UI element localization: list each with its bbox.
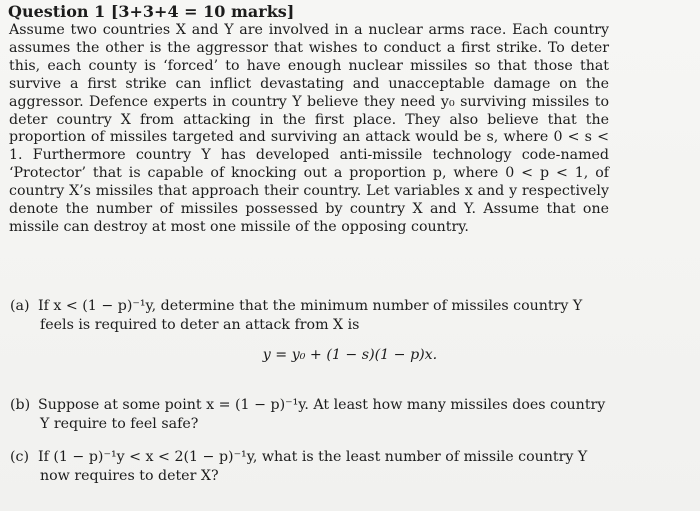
marks-allocation: [3+3+4 = 10 marks]: [110, 2, 295, 21]
part-b-line2: Y require to feel safe?: [40, 416, 199, 432]
part-a-equation: y = y₀ + (1 − s)(1 − p)x.: [262, 347, 438, 363]
part-a-label: (a): [10, 298, 30, 314]
part-c-line1: If (1 − p)⁻¹y < x < 2(1 − p)⁻¹y, what is the least number of missile country Y: [38, 449, 588, 465]
part-c-label: (c): [10, 449, 30, 465]
part-b-line1: Suppose at some point x = (1 − p)⁻¹y. At least how many missiles does country: [38, 397, 606, 413]
part-b: [10, 396, 610, 434]
part-c-line2: now requires to deter X?: [40, 468, 219, 484]
part-c: [10, 448, 610, 486]
part-b-label: (b): [10, 397, 31, 413]
part-a: [10, 297, 610, 335]
question-heading: [8, 2, 294, 22]
part-a-line1: If x < (1 − p)⁻¹y, determine that the minimum number of missiles country Y: [38, 298, 583, 314]
part-a-line2: feels is required to deter an attack from X is: [40, 317, 360, 333]
intro-paragraph: Assume two countries X and Y are involved in a nuclear arms race. Each country assumes the other is the aggressor that wishes to conduct a first strike. To deter this, each county is ‘forced’ to have enough nuclear missiles so that those that survive a first strike can inflict devastating and unacceptable damage on the aggressor. Defence experts in country Y believe they need y₀ surviving missiles to deter country X from attacking in the first place. They also believe that the proportion of missiles targeted and surviving an attack would be s, where 0 < s < 1. Furthermore country Y has developed anti-missile technology code-named ‘Protector’ that is capable of knocking out a proportion p, where 0 < p < 1, of country X’s missiles that approach their country. Let variables x and y respectively denote the number of missiles possessed by country X and Y. Assume that one missile can destroy at most one missile of the opposing country.: [9, 22, 609, 235]
question-number: Question 1: [8, 2, 106, 21]
